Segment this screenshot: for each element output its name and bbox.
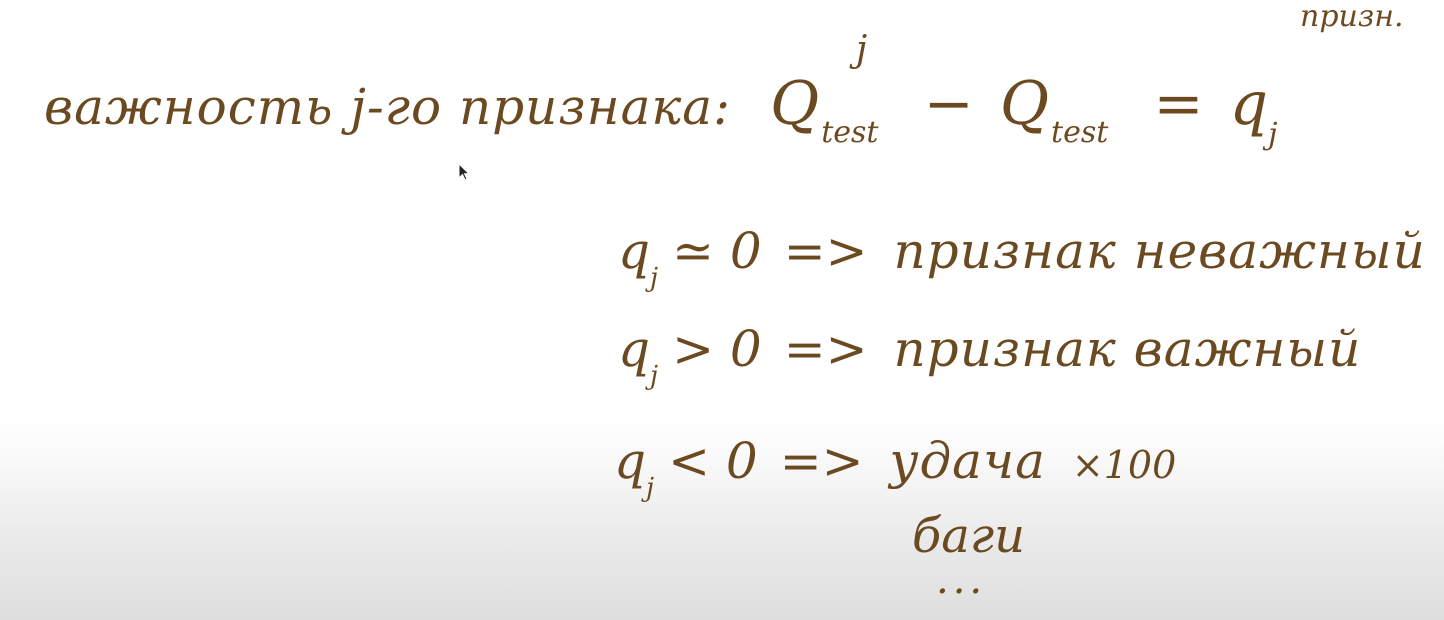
ellipsis: ...: [936, 557, 987, 603]
q-test-perm-symbol: Q: [770, 69, 820, 139]
implies-arrow: =>: [783, 320, 868, 378]
rule-text: признак неважный: [893, 222, 1426, 280]
qj-subscript: j: [1268, 117, 1278, 152]
minus-sign: −: [923, 69, 974, 139]
equals-sign: =: [1153, 69, 1204, 139]
q-test-subscript: test: [1051, 115, 1109, 150]
rule-q-subscript: j: [650, 361, 659, 391]
rule-relation: < 0: [668, 432, 758, 490]
implies-arrow: =>: [779, 432, 864, 490]
mouse-pointer-icon: [458, 163, 470, 181]
heading-text: важность j-го признака:: [44, 78, 731, 136]
rule-line-negative: [614, 432, 1177, 503]
rule-line-important: [618, 320, 1362, 391]
rule-text: признак важный: [893, 320, 1362, 378]
implies-arrow: =>: [783, 222, 868, 280]
rule-relation: ≃ 0: [672, 222, 762, 280]
rule-q-symbol: q: [618, 222, 651, 280]
corner-note: призн.: [1300, 0, 1404, 34]
rule-note: ×100: [1071, 443, 1177, 487]
rule-q-symbol: q: [614, 432, 647, 490]
qj-symbol: q: [1229, 69, 1269, 139]
q-test-perm-superscript: j: [856, 29, 868, 70]
rule-text: удача: [889, 432, 1046, 490]
importance-formula: [770, 29, 1278, 152]
rule-relation: > 0: [672, 320, 762, 378]
rule-line-unimportant: [618, 222, 1426, 293]
rule-q-symbol: q: [618, 320, 651, 378]
extra-line-bugs: баги: [912, 508, 1026, 564]
rule-q-subscript: j: [646, 473, 655, 503]
q-test-symbol: Q: [999, 69, 1050, 139]
q-test-perm-subscript: test: [821, 115, 879, 150]
rule-q-subscript: j: [650, 263, 659, 293]
